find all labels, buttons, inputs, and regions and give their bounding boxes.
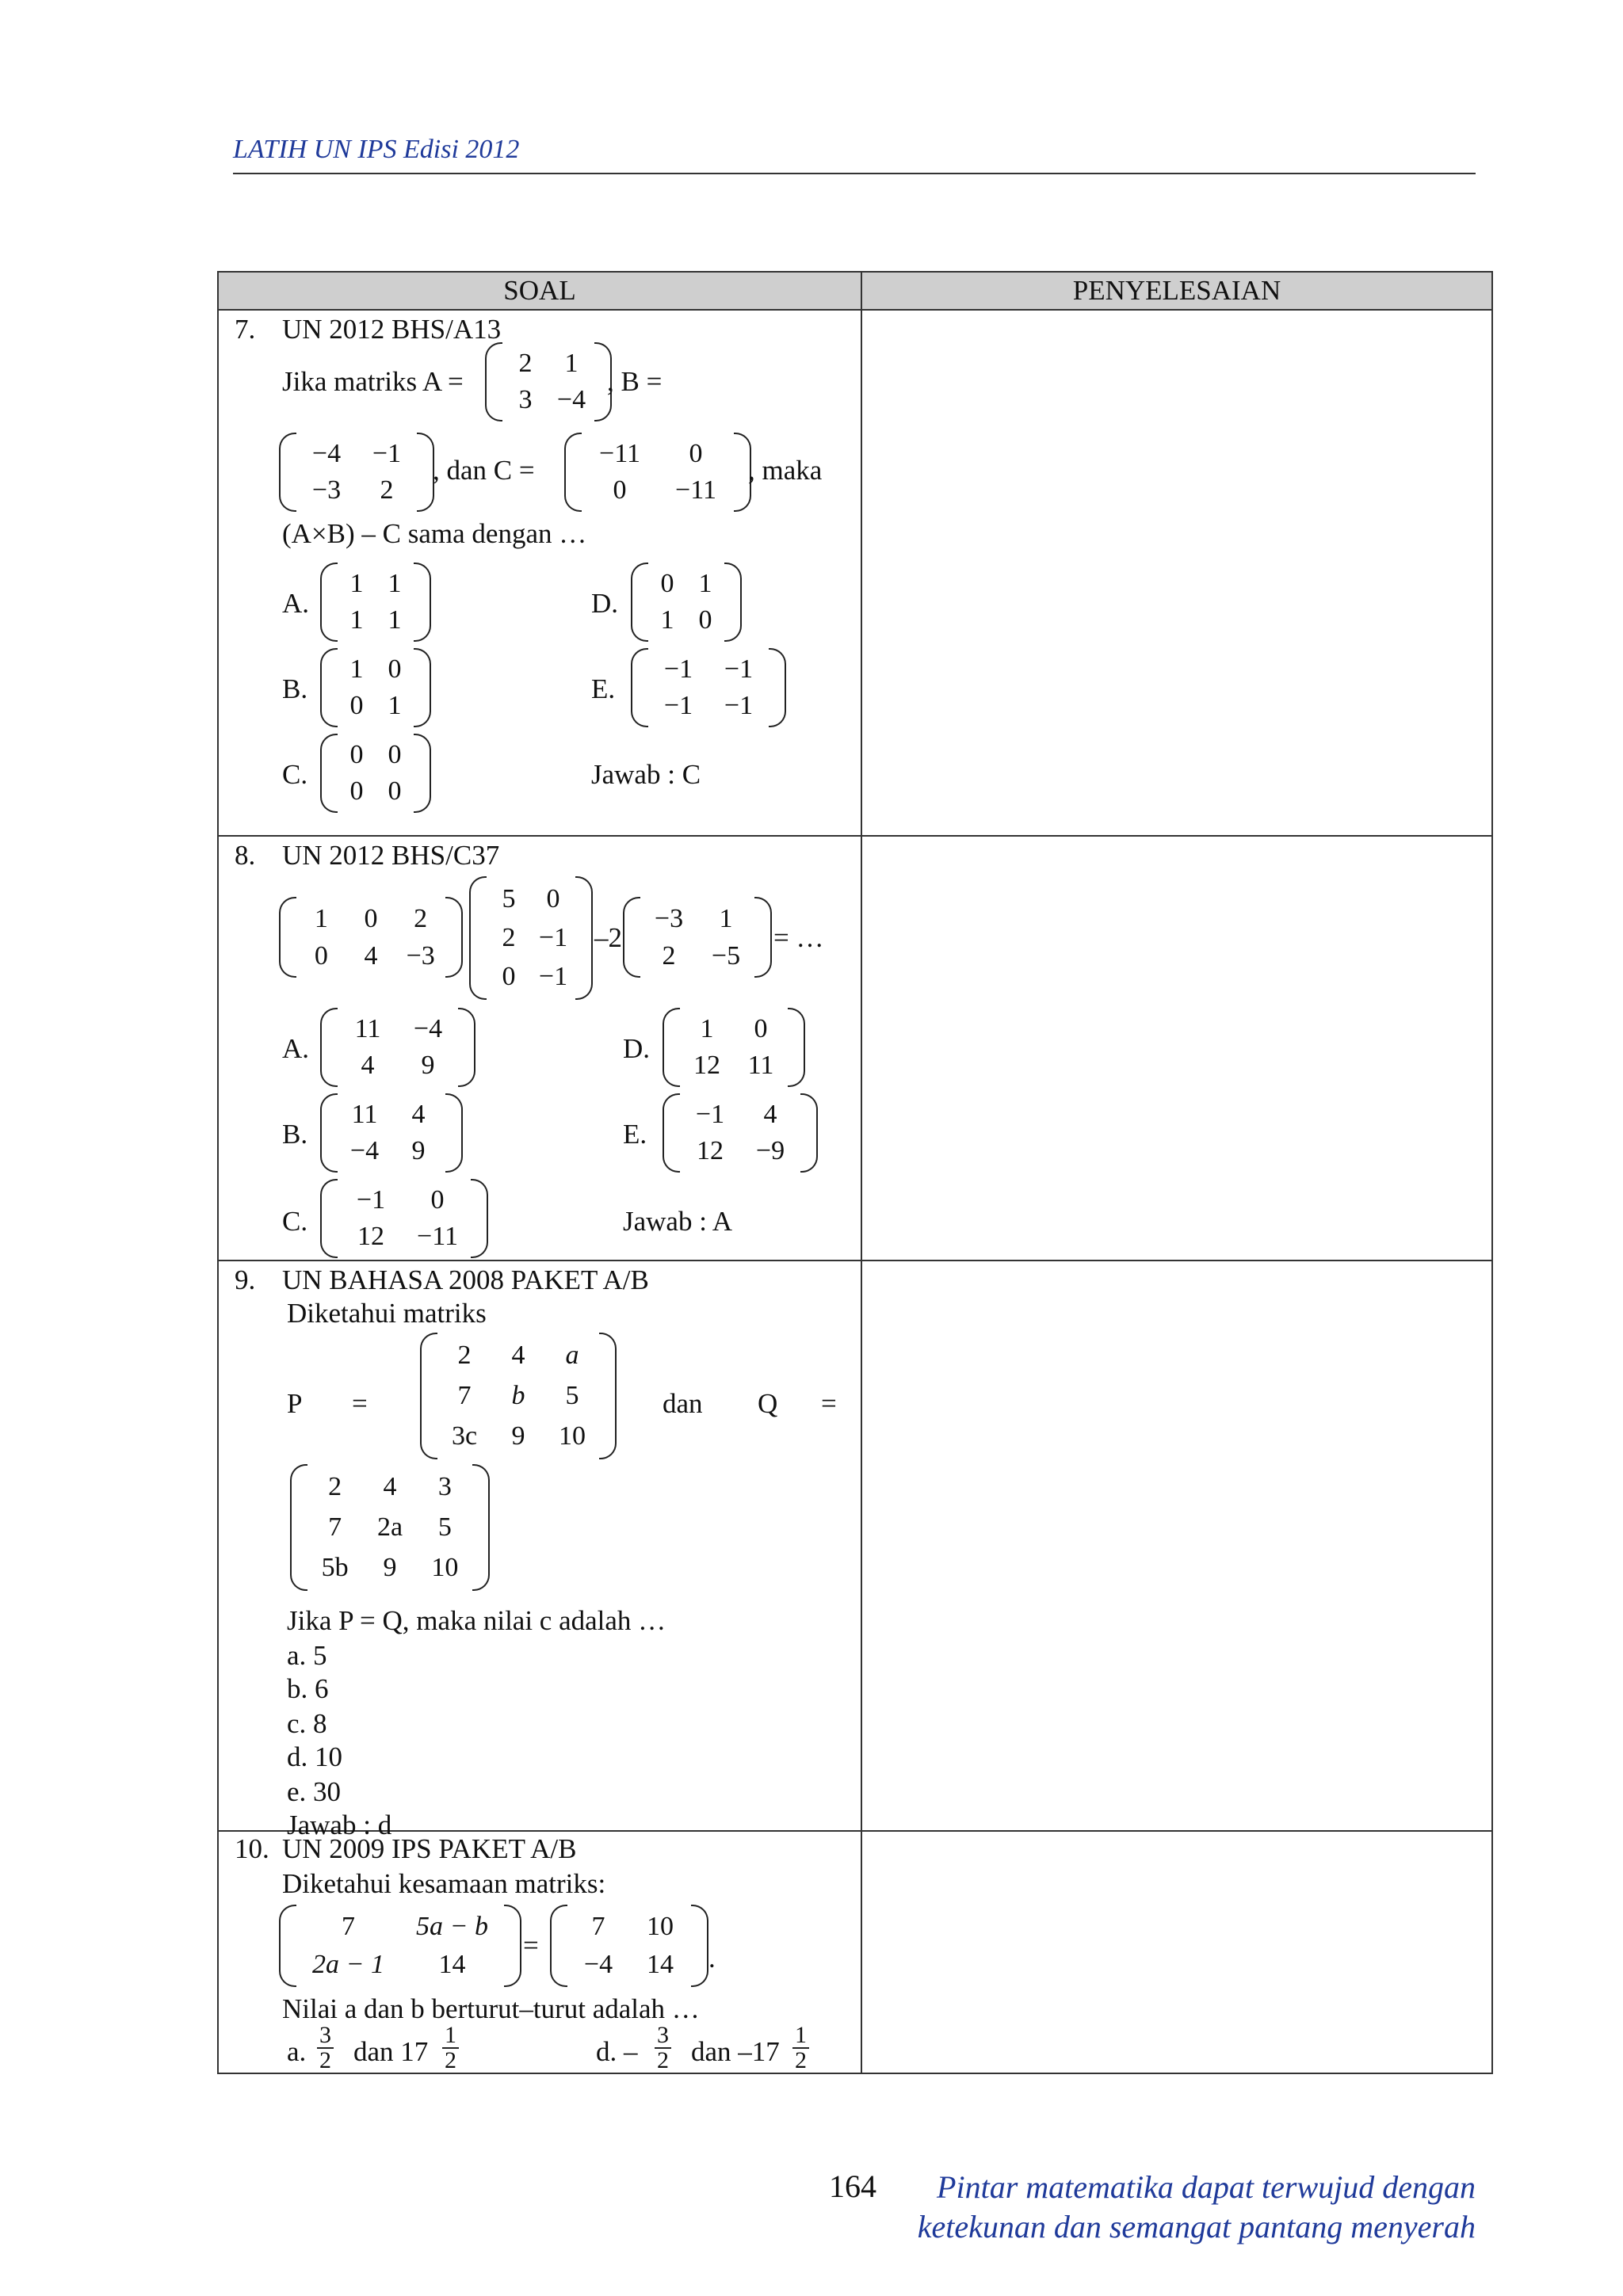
q10-option-a-fraction-2: $\frac{1}{2}$ — [442, 2023, 459, 2073]
page-header-title: LATIH UN IPS Edisi 2012 — [233, 135, 520, 164]
q7-option-a-matrix: 1 1 1 1 — [320, 563, 431, 642]
q8-matrix-1: 1 0 2 0 4 −3 — [279, 897, 463, 978]
q10-option-a-fraction-1: $\frac{3}{2}$ — [317, 2023, 334, 2073]
q9-intro: Diketahui matriks — [287, 1298, 487, 1329]
q10-penyelesaian-cell — [861, 1831, 1492, 2073]
q7-soal-cell — [218, 310, 861, 836]
q10-dot: . — [708, 1943, 716, 1974]
q7-option-b-matrix: 1 0 0 1 — [320, 648, 431, 727]
q10-soal-cell — [218, 1831, 861, 2073]
q9-p-label: P — [287, 1388, 303, 1419]
q7-penyelesaian-cell — [861, 310, 1492, 836]
q8-option-d-label: D. — [623, 1033, 651, 1064]
q9-number: 9. — [235, 1264, 256, 1295]
q10-option-d-label: d. – — [596, 2036, 638, 2067]
q8-option-e-matrix: −1 4 12 −9 — [663, 1093, 818, 1173]
q10-intro: Diketahui kesamaan matriks: — [282, 1868, 606, 1899]
q7-source: UN 2012 BHS/A13 — [282, 314, 502, 345]
q9-matrix-q: 2 4 3 7 2a 5 5b 9 10 — [290, 1464, 490, 1591]
q7-text-c: , dan C = — [433, 455, 535, 486]
q7-answer: Jawab : C — [591, 759, 701, 790]
q7-option-b-label: B. — [282, 673, 308, 704]
q10-option-d-mid: dan –17 — [691, 2036, 780, 2067]
q8-matrix-3: −3 1 2 −5 — [623, 897, 772, 978]
q10-matrix-left: 7 5a − b 2a − 1 14 — [279, 1905, 521, 1987]
column-header-penyelesaian: PENYELESAIAN — [861, 272, 1492, 310]
q9-penyelesaian-cell — [861, 1261, 1492, 1831]
q10-option-d-fraction-1: $\frac{3}{2}$ — [655, 2023, 671, 2073]
q10-question: Nilai a dan b berturut–turut adalah … — [282, 1993, 700, 2024]
q8-penyelesaian-cell — [861, 836, 1492, 1261]
q10-option-a-label: a. — [287, 2036, 307, 2067]
q9-soal-cell — [218, 1261, 861, 1840]
q9-q-equals: = — [821, 1388, 837, 1419]
q8-matrix-2: 5 0 2 −1 0 −1 — [469, 876, 593, 1000]
q7-question: (A×B) – C sama dengan … — [282, 518, 587, 549]
q8-source: UN 2012 BHS/C37 — [282, 840, 500, 871]
q8-minus-two: –2 — [594, 922, 622, 953]
q7-option-a-label: A. — [282, 588, 310, 619]
q10-source: UN 2009 IPS PAKET A/B — [282, 1833, 577, 1864]
q8-option-a-matrix: 11 −4 4 9 — [320, 1008, 475, 1087]
q8-option-d-matrix: 1 0 12 11 — [663, 1008, 805, 1087]
q9-matrix-p: 2 4 a 7 b 5 3c 9 10 — [420, 1333, 617, 1459]
q8-soal-cell — [218, 836, 861, 1261]
q9-option-e: e. 30 — [287, 1776, 342, 1807]
q7-matrix-b: −4 −1 −3 2 — [279, 433, 434, 512]
q7-option-c-label: C. — [282, 759, 308, 790]
question-table — [217, 271, 1493, 2074]
q8-answer: Jawab : A — [623, 1206, 733, 1237]
header-rule — [233, 173, 1476, 174]
q10-option-d-fraction-2: $\frac{1}{2}$ — [792, 2023, 809, 2073]
q7-option-d-matrix: 0 1 1 0 — [631, 563, 742, 642]
q7-option-c-matrix: 0 0 0 0 — [320, 734, 431, 813]
q7-matrix-a: 2 1 3 −4 — [485, 342, 612, 421]
q9-p-equals: = — [352, 1388, 368, 1419]
q9-source: UN BAHASA 2008 PAKET A/B — [282, 1264, 649, 1295]
q7-matrix-c: −11 0 0 −11 — [564, 433, 751, 512]
q7-option-e-matrix: −1 −1 −1 −1 — [631, 648, 786, 727]
q10-matrix-right: 7 10 −4 14 — [550, 1905, 708, 1987]
q10-number: 10. — [235, 1833, 269, 1864]
q7-text-matrix-a: Jika matriks A = — [282, 366, 464, 397]
footer-motto-line-2: ketekunan dan semangat pantang menyerah — [917, 2209, 1476, 2245]
q9-option-c: c. 8 — [287, 1708, 327, 1739]
column-header-soal: SOAL — [218, 272, 861, 310]
footer-motto-line-1: Pintar matematika dapat terwujud dengan — [937, 2169, 1476, 2205]
q9-q-label: Q — [758, 1388, 778, 1419]
q7-option-d-label: D. — [591, 588, 619, 619]
q8-option-c-label: C. — [282, 1206, 308, 1237]
page-number: 164 — [829, 2168, 876, 2204]
q9-answer: Jawab : d — [287, 1810, 392, 1840]
q8-option-b-label: B. — [282, 1119, 308, 1150]
q7-option-e-label: E. — [591, 673, 616, 704]
q9-question: Jika P = Q, maka nilai c adalah … — [287, 1605, 666, 1636]
q9-option-a: a. 5 — [287, 1640, 327, 1671]
q8-option-c-matrix: −1 0 12 −11 — [320, 1179, 488, 1258]
q7-text-b: , B = — [607, 366, 663, 397]
q10-option-a-mid: dan 17 — [353, 2036, 429, 2067]
q9-option-d: d. 10 — [287, 1741, 342, 1772]
footer-motto — [918, 2168, 1476, 2247]
q8-equals: = … — [773, 922, 824, 953]
q8-number: 8. — [235, 840, 256, 871]
q9-option-b: b. 6 — [287, 1673, 329, 1704]
q8-option-b-matrix: 11 4 −4 9 — [320, 1093, 463, 1173]
q10-equals: = — [523, 1930, 539, 1961]
q8-option-a-label: A. — [282, 1033, 310, 1064]
q9-dan: dan — [663, 1388, 703, 1419]
q7-number: 7. — [235, 314, 256, 345]
q8-option-e-label: E. — [623, 1119, 647, 1150]
q7-text-maka: , maka — [748, 455, 823, 486]
